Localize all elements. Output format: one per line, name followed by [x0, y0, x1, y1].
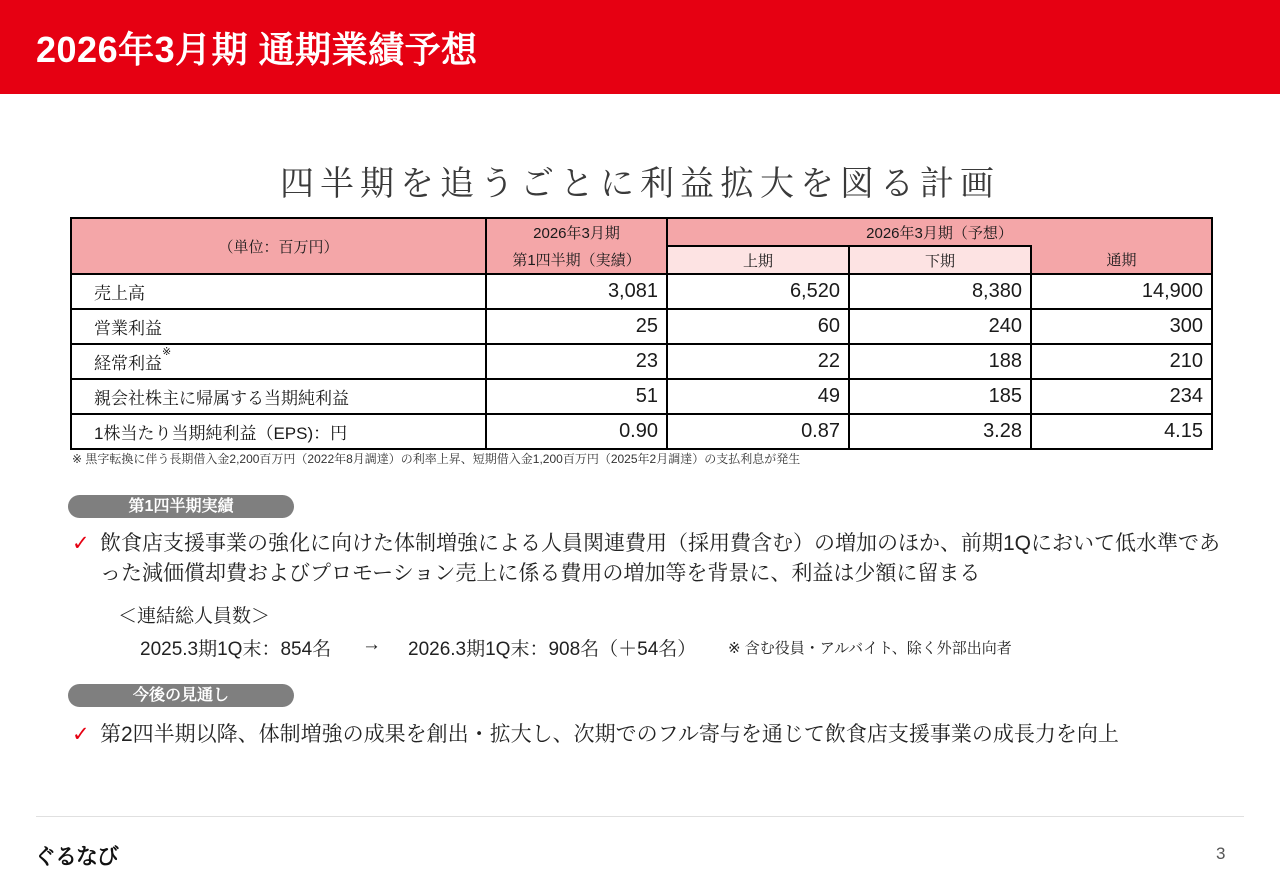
checkmark-icon: ✓ — [72, 723, 90, 746]
col-h1-header: 上期 — [667, 246, 849, 274]
outlook-bullet — [72, 720, 1232, 750]
header-bar — [0, 0, 1280, 94]
page-number: 3 — [1216, 844, 1226, 863]
row-label: 経常利益※ — [71, 344, 486, 379]
cell-q1: 23 — [486, 344, 667, 379]
headcount-before: 2025.3期1Q末：854名 — [140, 639, 332, 660]
cell-q1: 0.90 — [486, 414, 667, 449]
cell-full: 300 — [1031, 309, 1212, 344]
table-row — [71, 379, 1212, 414]
col-q1-header-line2: 第1四半期（実績） — [486, 246, 667, 274]
q1-results-bullet — [72, 529, 1232, 589]
footnote-mark: ※ — [162, 346, 172, 358]
cell-full: 234 — [1031, 379, 1212, 414]
section-label-outlook: 今後の見通し — [68, 684, 294, 707]
table-row — [71, 309, 1212, 344]
forecast-table — [70, 217, 1213, 450]
table-footnote: ※ 黒字転換に伴う長期借入金2,200百万円（2022年8月調達）の利率上昇、短期借入金1,200百万円（2025年2月調達）の支払利息が発生 — [72, 452, 801, 466]
cell-h2: 188 — [849, 344, 1031, 379]
table-row — [71, 414, 1212, 449]
cell-h1: 49 — [667, 379, 849, 414]
unit-label: （単位：百万円） — [71, 218, 486, 274]
row-label: 売上高 — [71, 274, 486, 309]
cell-h1: 60 — [667, 309, 849, 344]
bullet-text: 第2四半期以降、体制増強の成果を創出・拡大し、次期でのフル寄与を通じて飲食店支援事業の成長力を向上 — [100, 723, 1119, 746]
checkmark-icon: ✓ — [72, 532, 90, 555]
cell-h2: 185 — [849, 379, 1031, 414]
cell-h2: 3.28 — [849, 414, 1031, 449]
cell-q1: 25 — [486, 309, 667, 344]
col-q1-header-line1: 2026年3月期 — [486, 218, 667, 246]
section-label-q1-results: 第1四半期実績 — [68, 495, 294, 518]
cell-full: 4.15 — [1031, 414, 1212, 449]
col-h2-header: 下期 — [849, 246, 1031, 274]
row-label: 営業利益 — [71, 309, 486, 344]
table-row — [71, 274, 1212, 309]
forecast-group-header: 2026年3月期（予想） — [667, 218, 1212, 246]
table-row — [71, 344, 1212, 379]
cell-q1: 51 — [486, 379, 667, 414]
cell-h1: 6,520 — [667, 274, 849, 309]
cell-h1: 0.87 — [667, 414, 849, 449]
bullet-text: 飲食店支援事業の強化に向けた体制増強による人員関連費用（採用費含む）の増加のほか、前期1Qにおいて低水準であった減価償却費およびプロモーション売上に係る費用の増加等を背景に、利益は少額に留まる — [100, 532, 1221, 585]
col-full-header: 通期 — [1031, 246, 1212, 274]
page-title: 2026年3月期 通期業績予想 — [36, 29, 478, 70]
slide-subtitle: 四半期を追うごとに利益拡大を図る計画 — [280, 164, 1000, 204]
cell-h2: 8,380 — [849, 274, 1031, 309]
row-label: 1株当たり当期純利益（EPS)：円 — [71, 414, 486, 449]
cell-h1: 22 — [667, 344, 849, 379]
cell-full: 14,900 — [1031, 274, 1212, 309]
footer-divider — [36, 816, 1244, 817]
cell-q1: 3,081 — [486, 274, 667, 309]
headcount-title: ＜連結総人員数＞ — [118, 606, 271, 627]
cell-full: 210 — [1031, 344, 1212, 379]
company-logo: ぐるなび — [34, 845, 119, 870]
headcount-after: 2026.3期1Q末：908名（＋54名） — [408, 639, 697, 660]
cell-h2: 240 — [849, 309, 1031, 344]
arrow-right-icon: → — [362, 634, 381, 655]
row-label: 親会社株主に帰属する当期純利益 — [71, 379, 486, 414]
headcount-note: ※ 含む役員・アルバイト、除く外部出向者 — [728, 640, 1012, 657]
